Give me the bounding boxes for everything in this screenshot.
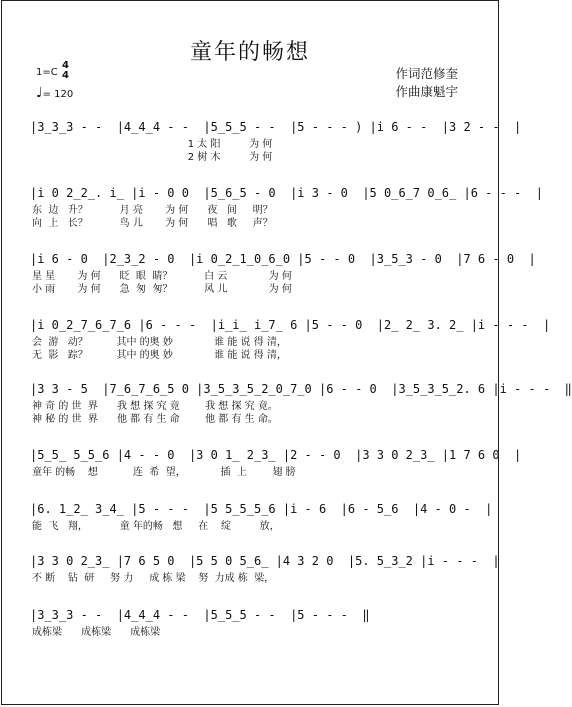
notation-line: |i 6 - 0 |2̲3̲2 - 0 |i 0̲2̲1̲0̲6̲0 |5 - - 0 |3̲5̲3 - 0 |7 6 - 0 |	[30, 252, 536, 266]
tempo-value: = 120	[42, 89, 74, 100]
notation-line: |3̲3̲3 - - |4̲4̲4 - - |5̲5̲5 - - |5 - - - ) |i 6 - - |3 2 - - |	[30, 120, 522, 134]
lyrics-verse-1: 1 太 阳 为 何	[32, 139, 273, 150]
lyrics-verse-1: 童年 的畅 想 连 希 望， 插 上 翅 膀	[32, 467, 296, 478]
lyrics-verse-1: 成栋梁 成栋梁 成栋梁	[32, 627, 161, 638]
notation-line: |6. 1̲2̲ 3̲4̲ |5 - - - |5 5̲5̲5̲6 |i - 6 |6 - 5̲6 |4 - 0 - |	[30, 502, 493, 516]
key-signature: 1=C	[36, 67, 58, 78]
lyrics-verse-1: 神 奇 的 世 界 我 想 探 究 竟 我 想 探 究 竟。	[32, 401, 278, 412]
song-title: 童年的畅想	[189, 40, 310, 65]
notation-line: |3 3 - 5 |7̲6̲7̲6̲5 0 |3̲5̲3̲5̲2̲0̲7̲0 |6 - - 0 |3̲5̲3̲5̲2. 6 |i - - - ‖	[30, 382, 572, 396]
notation-line: |3 3 0 2̲3̲ |7 6 5 0 |5 5 0 5̲6̲ |4 3 2 0 |5. 5̲3̲2 |i - - - |	[30, 554, 500, 568]
lyrics-verse-2: 神 秘 的 世 界 他 都 有 生 命 他 都 有 生 命。	[32, 414, 278, 425]
lyrics-verse-2: 2 树 木 为 何	[32, 152, 273, 163]
lyrics-verse-1: 会 游 动？ 其中 的奥 妙 谁 能 说 得 清，	[32, 337, 287, 348]
lyrics-verse-1: 不 断 钻 研 努 力 成 栋 梁 努 力成 栋 梁，	[32, 573, 275, 584]
time-signature	[62, 61, 69, 81]
lyrics-verse-2: 无 影 踪？ 其中 的奥 妙 谁 能 说 得 清，	[32, 350, 287, 361]
lyrics-verse-1: 能 飞 翔， 童 年的畅 想 在 绽 放，	[32, 521, 280, 532]
lyrics-verse-1: 东 边 升？ 月 亮 为 何 夜 间 明？	[32, 205, 273, 216]
lyricist-credit: 作词范修奎	[395, 66, 458, 81]
lyrics-verse-2: 向 上 长？ 鸟 儿 为 何 唱 歌 声？	[32, 218, 273, 229]
notation-line: |5̲5̲ 5̲5̲6 |4 - - 0 |3 0 1̲ 2̲3̲ |2 - - 0 |3 3 0 2̲3̲ |1 7 6 0 |	[30, 448, 522, 462]
meter-bottom: 4	[62, 70, 69, 81]
lyrics-verse-1: 星 星 为 何 眨 眼 睛？ 白 云 为 何	[32, 271, 292, 282]
meter-top: 4	[62, 60, 69, 71]
quarter-note-icon: ♩	[36, 85, 43, 101]
lyrics-verse-2: 小 雨 为 何 急 匆 匆？ 风 儿 为 何	[32, 284, 292, 295]
composer-credit: 作曲康魁宇	[395, 84, 458, 99]
tempo-marking	[36, 85, 73, 101]
score-page	[1, 0, 572, 705]
credits	[395, 65, 458, 101]
notation-line: |i 0̲2̲7̲6̲7̲6 |6 - - - |i̲i̲ i̲7̲ 6 |5 - - 0 |2̲ 2̲ 3. 2̲ |i - - - |	[30, 318, 551, 332]
notation-line: |3̲3̲3 - - |4̲4̲4 - - |5̲5̲5 - - |5 - - - ‖	[30, 608, 370, 622]
notation-line: |i 0 2̲2̲. i̲ |i - 0 0 |5̲6̲5 - 0 |i 3 - 0 |5 0̲6̲7 0̲6̲ |6 - - - |	[30, 186, 543, 200]
